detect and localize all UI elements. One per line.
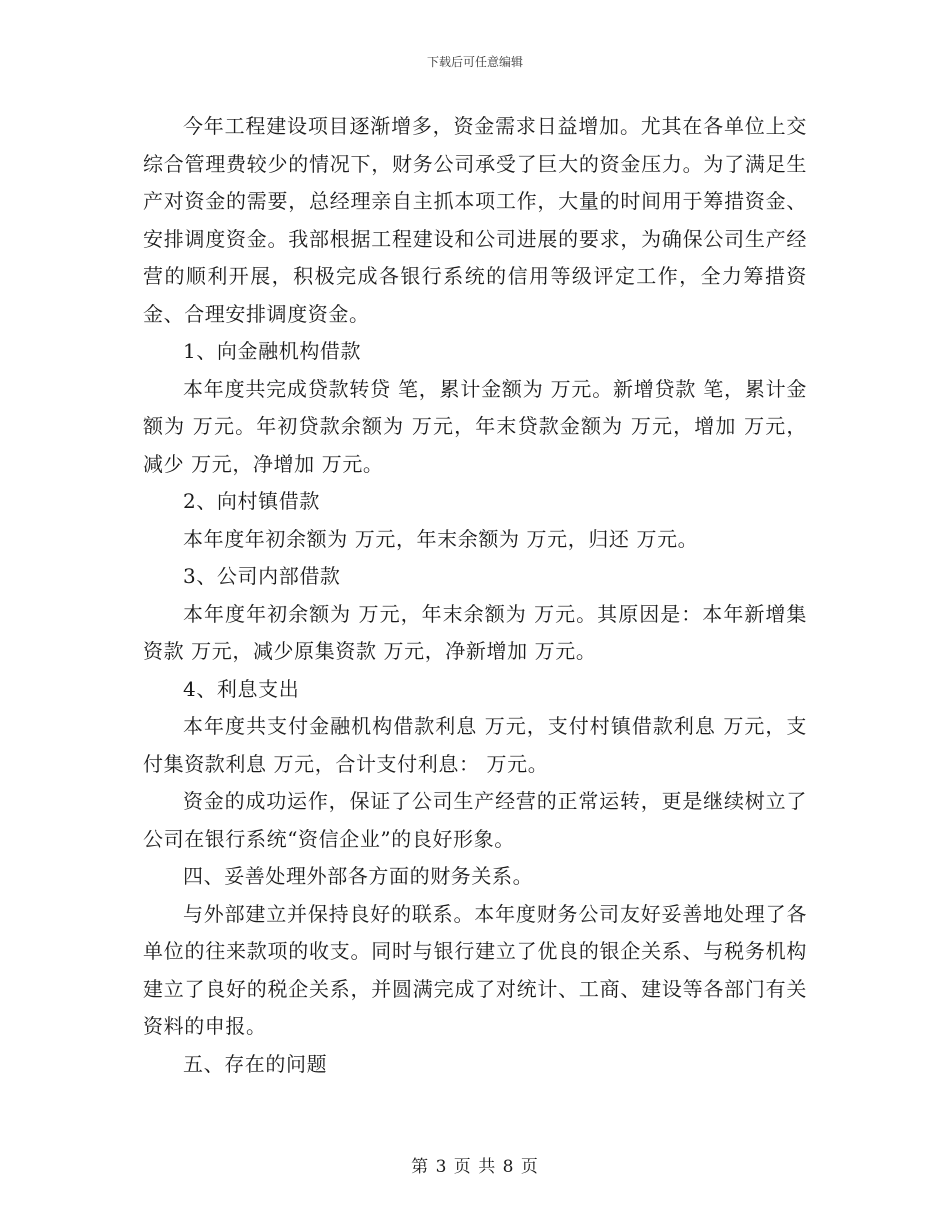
section-heading-village-loans: 2、向村镇借款 bbox=[183, 489, 320, 513]
section-heading-internal-loans: 3、公司内部借款 bbox=[183, 564, 341, 588]
paragraph-village-loans: 本年度年初余额为 万元，年末余额为 万元，归还 万元。 bbox=[183, 526, 699, 551]
paragraph-interest: 本年度共支付金融机构借款利息 万元，支付村镇借款利息 万元，支付集资款利息 万元，合计支付利息： 万元。 bbox=[143, 714, 807, 776]
section-heading-interest: 4、利息支出 bbox=[183, 676, 300, 701]
paragraph-funding-summary: 资金的成功运作，保证了公司生产经营的正常运转，更是继续树立了公司在银行系统“资信企业”的良好形象。 bbox=[143, 789, 807, 851]
paragraph-external-relations: 与外部建立并保持良好的联系。本年度财务公司友好妥善地处理了各单位的往来款项的收支。同时与银行建立了优良的银企关系、与税务机构建立了良好的税企关系，并圆满完成了对统计、工商、建设等各部门有关资料的申报。 bbox=[143, 901, 807, 1038]
document-body bbox=[143, 108, 807, 1083]
section-heading-external-relations: 四、妥善处理外部各方面的财务关系。 bbox=[183, 864, 534, 888]
paragraph-financial-loans: 本年度共完成贷款转贷 笔，累计金额为 万元。新增贷款 笔，累计金额为 万元。年初贷款余额为 万元，年末贷款金额为 万元，增加 万元，减少 万元，净增加 万元。 bbox=[143, 376, 807, 476]
section-heading-problems: 五、存在的问题 bbox=[183, 1051, 328, 1076]
page-number: 第 3 页 共 8 页 bbox=[411, 1157, 539, 1177]
section-heading-financial-loans: 1、向金融机构借款 bbox=[183, 339, 362, 363]
header-note: 下载后可任意编辑 bbox=[426, 55, 523, 69]
paragraph-funding-intro: 今年工程建设项目逐渐增多，资金需求日益增加。尤其在各单位上交综合管理费较少的情况下，财务公司承受了巨大的资金压力。为了满足生产对资金的需要，总经理亲自主抓本项工作，大量的时间用于筹措资金、安排调度资金。我部根据工程建设和公司进展的要求，为确保公司生产经营的顺利开展，积极完成各银行系统的信用等级评定工作，全力筹措资金、合理安排调度资金。 bbox=[143, 114, 807, 326]
paragraph-internal-loans: 本年度年初余额为 万元，年末余额为 万元。其原因是：本年新增集资款 万元，减少原集资款 万元，净新增加 万元。 bbox=[143, 601, 807, 663]
